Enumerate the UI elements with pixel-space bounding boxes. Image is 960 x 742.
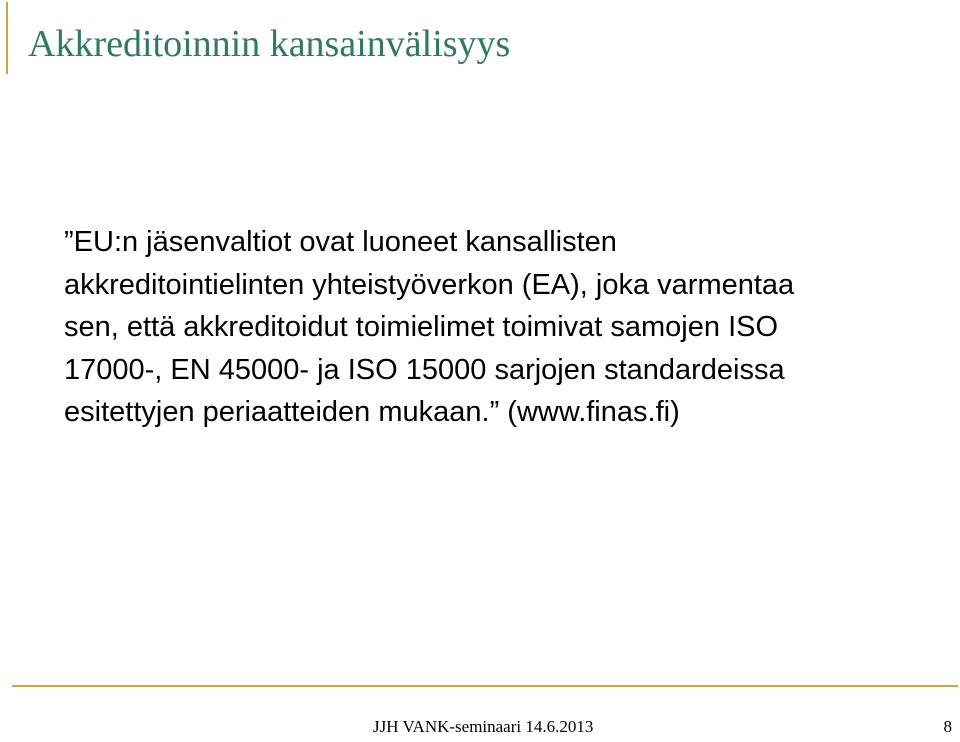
page-number: 8 xyxy=(943,717,952,736)
quote-line: 17000-, EN 45000- ja ISO 15000 sarjojen standardeissa xyxy=(64,353,785,386)
footer-caption: JJH VANK-seminaari 14.6.2013 xyxy=(373,717,594,736)
title-accent-bar xyxy=(6,2,8,74)
quote-line: esitettyjen periaatteiden mukaan.” (www.finas.fi) xyxy=(64,396,680,428)
quote-line: akkreditointielinten yhteistyöverkon (EA), joka varmentaa xyxy=(64,268,795,301)
quote-paragraph xyxy=(64,221,954,434)
footer-divider xyxy=(12,685,958,687)
quote-line: ”EU:n jäsenvaltiot ovat luoneet kansallisten xyxy=(64,226,617,258)
slide-title: Akkreditoinnin kansainvälisyys xyxy=(28,23,511,65)
quote-line: sen, että akkreditoidut toimielimet toimivat samojen ISO xyxy=(64,311,779,343)
